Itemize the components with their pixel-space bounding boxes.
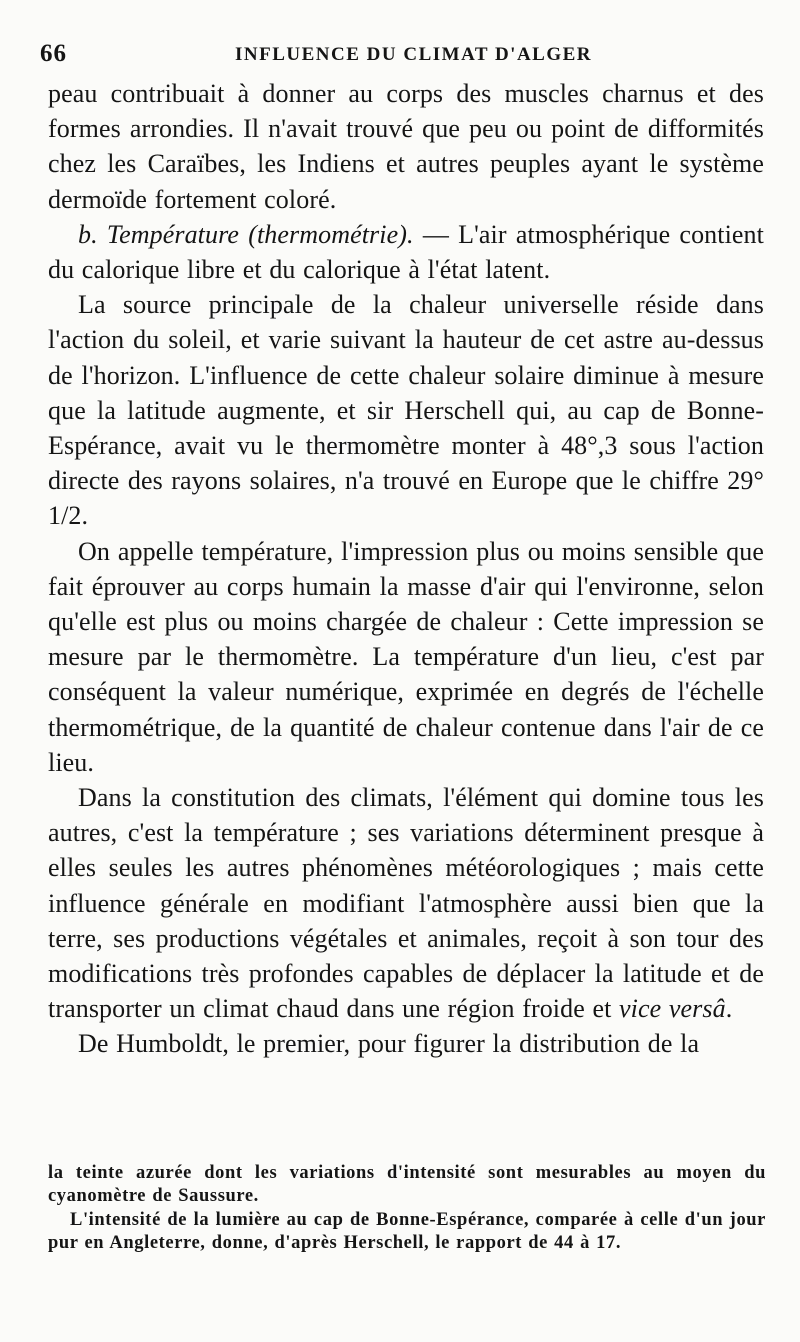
paragraph-5-end: . [725,994,733,1024]
paragraph-3: La source principale de la chaleur universelle réside dans l'action du soleil, et varie suivant la hauteur de cet astre au-dessus de l'horizon. L'influence de cette chaleur solaire diminue à mesure que la latitude augmente, et sir Herschell qui, au cap de Bonne-Espérance, avait vu le thermomètre monter à 48°,3 sous l'action directe des rayons solaires, n'a trouvé en Europe que le chiffre 29° 1/2. [48,290,764,531]
paragraph-2 [48,217,764,287]
paragraph-5-italic: vice versâ [619,994,726,1024]
page-number: 66 [40,40,67,67]
footnote-1: la teinte azurée dont les variations d'intensité sont mesurables au moyen du cyanomètre de Saussure. [48,1163,766,1207]
footnote-2: L'intensité de la lumière au cap de Bonne-Espérance, comparée à celle d'un jour pur en Angleterre, donne, d'après Herschell, le rapport de 44 à 17. [48,1209,766,1253]
page-header [40,40,765,74]
paragraph-5-text: Dans la constitution des climats, l'élément qui domine tous les autres, c'est la température ; ses variations déterminent presque à elles seules les autres phénomènes météorologiques ; mais cette influence générale en modifiant l'atmosphère aussi bien que la terre, ses productions végétales et animales, reçoit à son tour des modifications très profondes capables de déplacer la latitude et de transporter un climat chaud dans une région froide et [48,783,764,1024]
paragraph-6: De Humboldt, le premier, pour figurer la distribution de la [78,1029,700,1059]
body-text [48,76,764,1062]
running-title: INFLUENCE DU CLIMAT D'ALGER [235,44,593,65]
paragraph-5 [48,780,764,1026]
paragraph-4: On appelle température, l'impression plus ou moins sensible que fait éprouver au corps humain la masse d'air qui l'environne, selon qu'elle est plus ou moins chargée de chaleur : Cette impression se mesure par le thermomètre. La température d'un lieu, c'est par conséquent la valeur numérique, exprimée en degrés de l'échelle thermométrique, de la quantité de chaleur contenue dans l'air de ce lieu. [48,536,764,777]
section-heading-temperature: b. Température (thermométrie). [78,219,414,249]
paragraph-2-text: — L'air atmosphérique contient du calorique libre et du calorique à l'état latent. [48,219,764,285]
paragraph-1: peau contribuait à donner au corps des muscles charnus et des formes arrondies. Il n'avait trouvé que peu ou point de difformités chez les Caraïbes, les Indiens et autres peuples ayant le système dermoïde fortement coloré. [48,79,764,214]
footnotes [48,1162,766,1255]
